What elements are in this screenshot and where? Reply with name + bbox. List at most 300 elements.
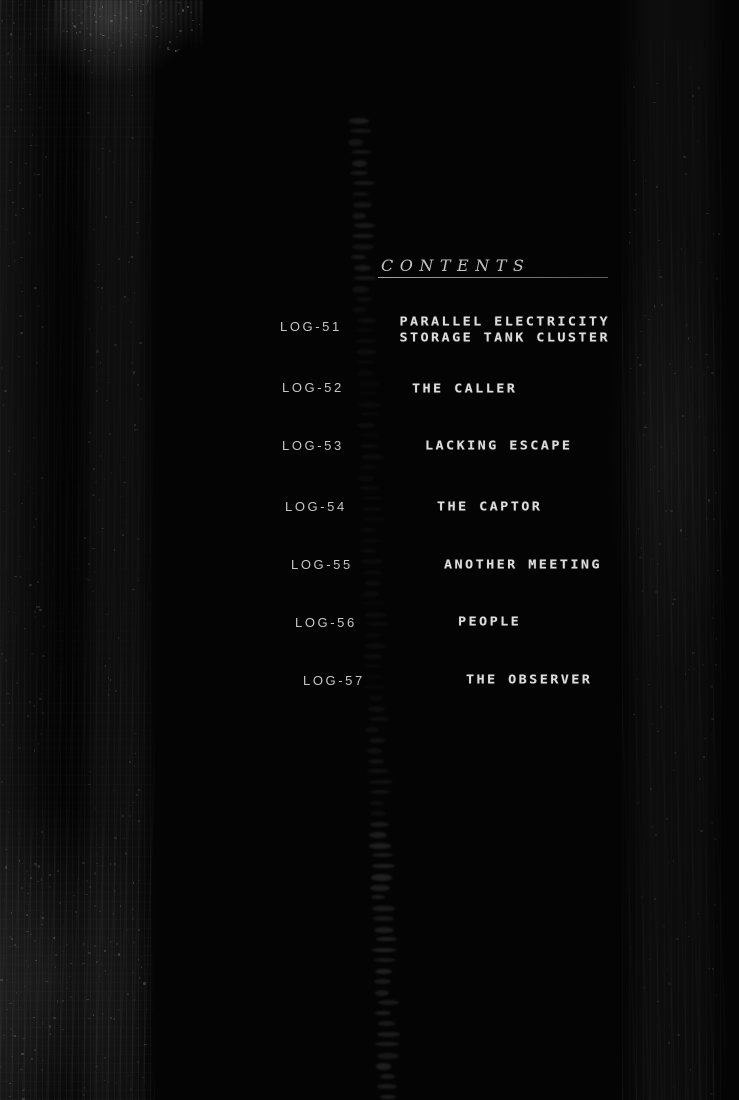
texture-speck — [712, 617, 713, 619]
texture-speck — [700, 830, 703, 832]
texture-speck — [112, 42, 114, 44]
texture-speck — [94, 571, 97, 573]
texture-speck — [167, 49, 170, 51]
texture-speck — [706, 213, 709, 214]
texture-speck — [12, 753, 15, 754]
spine-segment — [380, 1095, 395, 1099]
texture-speck — [99, 499, 100, 501]
spine-segment — [375, 969, 392, 974]
texture-speck — [104, 55, 105, 57]
texture-speck — [20, 332, 23, 334]
spine-segment — [356, 328, 374, 332]
texture-speck — [130, 41, 133, 43]
texture-speck — [86, 999, 89, 1001]
texture-speck — [23, 1088, 25, 1089]
texture-speck — [14, 130, 16, 133]
texture-speck — [696, 642, 699, 644]
texture-speck — [3, 404, 4, 406]
texture-speck — [59, 902, 61, 904]
texture-speck — [697, 913, 698, 914]
spine-segment — [369, 759, 385, 764]
texture-speck — [39, 609, 41, 610]
texture-speck — [12, 612, 15, 613]
texture-speck — [118, 12, 121, 14]
texture-speck — [136, 1028, 138, 1029]
texture-speck — [702, 664, 704, 666]
texture-speck — [84, 1087, 85, 1089]
texture-speck — [131, 256, 133, 258]
texture-speck — [99, 911, 101, 912]
texture-speck — [16, 682, 19, 684]
texture-speck — [655, 834, 657, 836]
texture-speck — [34, 863, 37, 865]
texture-speck — [9, 1003, 12, 1005]
texture-speck — [715, 492, 717, 495]
texture-speck — [97, 264, 100, 265]
texture-speck — [129, 761, 131, 763]
texture-speck — [3, 1034, 4, 1036]
spine-segment — [375, 990, 390, 996]
texture-speck — [715, 664, 717, 666]
spine-segment — [360, 538, 382, 543]
texture-speck — [120, 905, 122, 908]
texture-speck — [41, 917, 42, 919]
texture-speck — [4, 958, 6, 959]
texture-speck — [33, 1017, 35, 1018]
spine-segment — [350, 171, 369, 175]
texture-speck — [66, 944, 68, 945]
texture-speck — [66, 988, 68, 989]
texture-speck — [34, 287, 37, 289]
texture-speck — [629, 327, 630, 329]
texture-speck — [178, 49, 180, 51]
texture-speck — [652, 723, 653, 725]
texture-speck — [637, 802, 640, 804]
texture-speck — [717, 570, 719, 572]
contents-title: CONTENTS — [381, 256, 531, 275]
texture-speck — [105, 216, 107, 218]
texture-speck — [102, 6, 104, 8]
texture-speck — [149, 7, 150, 8]
texture-speck — [697, 140, 699, 142]
texture-speck — [0, 1066, 2, 1068]
texture-speck — [79, 31, 81, 33]
texture-speck — [716, 994, 717, 996]
log-number: LOG-53 — [282, 438, 344, 453]
texture-speck — [134, 733, 137, 734]
texture-speck — [57, 1000, 58, 1002]
texture-speck — [655, 591, 657, 593]
texture-speck — [101, 767, 103, 768]
texture-speck — [707, 190, 709, 191]
texture-speck — [108, 689, 110, 691]
texture-speck — [70, 996, 72, 998]
texture-speck — [670, 510, 673, 512]
texture-speck — [118, 953, 119, 955]
texture-speck — [683, 156, 686, 158]
texture-speck — [634, 209, 636, 211]
texture-speck — [639, 364, 642, 366]
left-grunge-texture — [0, 0, 155, 1100]
texture-speck — [637, 357, 639, 358]
texture-speck — [2, 62, 4, 63]
texture-speck — [115, 690, 117, 692]
texture-speck — [651, 825, 654, 827]
texture-speck — [47, 1084, 49, 1086]
texture-speck — [630, 947, 631, 948]
texture-speck — [133, 882, 134, 884]
texture-speck — [661, 1030, 664, 1031]
spine-segment — [352, 244, 375, 250]
texture-speck — [674, 752, 677, 754]
texture-speck — [109, 49, 110, 50]
texture-speck — [89, 886, 91, 888]
texture-speck — [711, 718, 714, 720]
spine-segment — [362, 591, 380, 597]
texture-speck — [42, 1060, 44, 1062]
texture-speck — [159, 2, 161, 4]
texture-speck — [716, 277, 718, 279]
texture-speck — [37, 606, 40, 608]
texture-speck — [138, 880, 140, 882]
texture-speck — [41, 831, 43, 833]
texture-speck — [20, 1007, 21, 1008]
texture-speck — [20, 281, 22, 283]
texture-speck — [656, 83, 658, 84]
texture-speck — [138, 170, 139, 172]
texture-speck — [110, 941, 112, 944]
texture-speck — [81, 50, 82, 52]
texture-speck — [28, 904, 30, 906]
spine-segment — [378, 1000, 400, 1005]
spine-segment — [371, 874, 392, 881]
texture-speck — [55, 954, 57, 956]
texture-speck — [133, 30, 136, 32]
texture-speck — [5, 849, 7, 851]
texture-speck — [125, 852, 127, 854]
spine-segment — [369, 843, 391, 850]
texture-speck — [118, 1009, 120, 1011]
texture-speck — [97, 287, 100, 288]
texture-speck — [89, 33, 91, 35]
texture-speck — [133, 371, 136, 374]
log-number: LOG-54 — [285, 499, 347, 514]
spine-segment — [356, 297, 372, 302]
texture-speck — [672, 603, 674, 605]
texture-speck — [676, 938, 679, 940]
texture-speck — [137, 1061, 139, 1062]
texture-speck — [635, 193, 637, 195]
texture-speck — [684, 580, 685, 582]
texture-speck — [127, 993, 129, 995]
texture-speck — [175, 50, 178, 53]
texture-speck — [37, 581, 39, 583]
texture-speck — [182, 9, 184, 12]
texture-speck — [5, 310, 7, 312]
texture-speck — [73, 25, 75, 27]
texture-speck — [703, 373, 705, 375]
texture-speck — [1, 653, 3, 655]
spine-segment — [367, 748, 382, 754]
texture-speck — [80, 22, 83, 24]
texture-speck — [193, 47, 194, 48]
texture-speck — [699, 778, 701, 780]
texture-speck — [90, 50, 92, 51]
texture-speck — [167, 47, 170, 49]
texture-speck — [131, 137, 134, 139]
texture-speck — [123, 457, 124, 458]
texture-speck — [34, 749, 35, 751]
texture-speck — [145, 35, 148, 36]
texture-speck — [704, 738, 706, 740]
texture-speck — [710, 1093, 713, 1095]
texture-speck — [5, 1061, 6, 1063]
spine-segment — [369, 780, 393, 785]
texture-speck — [694, 107, 695, 109]
spine-segment — [370, 790, 390, 794]
spine-segment — [357, 370, 374, 377]
texture-speck — [38, 865, 40, 867]
texture-speck — [8, 450, 11, 453]
texture-speck — [641, 547, 642, 549]
texture-speck — [643, 434, 645, 436]
texture-speck — [673, 769, 675, 771]
texture-speck — [95, 807, 96, 809]
log-number: LOG-51 — [280, 319, 342, 334]
texture-speck — [121, 43, 123, 45]
texture-speck — [81, 11, 84, 13]
texture-speck — [716, 638, 717, 640]
texture-speck — [640, 331, 641, 332]
texture-speck — [92, 591, 94, 592]
texture-speck — [704, 437, 706, 438]
texture-speck — [104, 1057, 106, 1059]
texture-speck — [178, 13, 179, 15]
spine-segment — [362, 570, 384, 576]
texture-speck — [11, 938, 14, 939]
texture-speck — [134, 292, 135, 294]
texture-speck — [94, 945, 96, 947]
texture-speck — [6, 693, 9, 694]
texture-speck — [673, 599, 676, 601]
texture-speck — [5, 659, 8, 662]
texture-speck — [102, 1013, 105, 1015]
chapter-title-line1: PARALLEL ELECTRICITY — [399, 314, 610, 330]
texture-speck — [641, 896, 643, 898]
texture-speck — [138, 959, 140, 961]
texture-speck — [116, 943, 118, 945]
texture-speck — [132, 589, 135, 591]
texture-speck — [8, 52, 11, 53]
texture-speck — [20, 257, 23, 259]
texture-speck — [14, 944, 16, 946]
texture-speck — [19, 556, 20, 557]
texture-speck — [192, 20, 194, 22]
texture-speck — [162, 18, 164, 20]
texture-speck — [633, 160, 635, 161]
texture-speck — [16, 992, 17, 994]
spine-segment — [348, 139, 363, 146]
texture-speck — [75, 911, 78, 913]
texture-speck — [665, 510, 667, 512]
texture-speck — [0, 979, 3, 981]
texture-speck — [72, 9, 75, 11]
texture-speck — [685, 673, 686, 675]
texture-speck — [110, 20, 113, 22]
texture-speck — [88, 563, 89, 565]
texture-speck — [41, 924, 42, 926]
texture-speck — [105, 614, 108, 615]
texture-speck — [698, 416, 701, 417]
texture-speck — [11, 1035, 14, 1036]
texture-speck — [118, 258, 120, 260]
texture-speck — [139, 977, 142, 979]
spine-segment — [364, 664, 381, 668]
texture-speck — [121, 496, 122, 498]
texture-speck — [668, 706, 669, 708]
texture-speck — [89, 33, 92, 35]
texture-speck — [171, 21, 173, 23]
texture-speck — [97, 379, 99, 381]
spine-segment — [350, 129, 372, 134]
texture-speck — [20, 4, 22, 6]
texture-speck — [96, 350, 99, 352]
texture-speck — [43, 626, 46, 627]
texture-speck — [113, 186, 114, 187]
texture-speck — [11, 1056, 13, 1057]
texture-speck — [641, 590, 644, 592]
texture-speck — [33, 526, 35, 527]
texture-speck — [8, 243, 9, 244]
chapter-title-line2: STORAGE TANK CLUSTER — [399, 329, 610, 345]
texture-speck — [86, 894, 89, 896]
texture-speck — [89, 432, 91, 434]
texture-speck — [88, 952, 90, 954]
texture-speck — [142, 1077, 144, 1078]
texture-speck — [708, 499, 710, 501]
texture-speck — [20, 1069, 23, 1071]
texture-speck — [99, 847, 102, 849]
heading-underline — [378, 277, 608, 278]
texture-speck — [113, 890, 116, 892]
texture-speck — [638, 528, 640, 530]
texture-speck — [648, 319, 651, 321]
texture-speck — [29, 94, 31, 95]
texture-speck — [30, 145, 32, 146]
texture-speck — [95, 481, 97, 483]
texture-speck — [682, 415, 684, 417]
texture-speck — [7, 106, 9, 107]
texture-speck — [34, 74, 37, 76]
texture-speck — [4, 899, 6, 900]
texture-speck — [658, 240, 660, 242]
texture-speck — [39, 1027, 42, 1029]
texture-speck — [28, 966, 29, 967]
spine-segment — [380, 1074, 395, 1080]
texture-speck — [38, 1098, 40, 1100]
texture-speck — [113, 52, 115, 54]
spine-segment — [356, 349, 377, 355]
texture-speck — [50, 1033, 51, 1035]
texture-speck — [89, 6, 91, 7]
texture-speck — [661, 304, 664, 306]
texture-speck — [49, 1025, 51, 1027]
texture-speck — [40, 733, 42, 735]
spine-segment — [362, 507, 382, 512]
texture-speck — [668, 862, 670, 864]
texture-speck — [84, 537, 86, 539]
texture-speck — [660, 270, 661, 271]
spine-segment — [363, 517, 385, 521]
texture-speck — [645, 425, 647, 427]
texture-speck — [37, 174, 40, 175]
texture-speck — [169, 41, 171, 43]
texture-speck — [137, 580, 139, 582]
texture-speck — [175, 50, 176, 52]
spine-segment — [359, 444, 378, 448]
texture-speck — [92, 494, 94, 496]
texture-speck — [3, 1038, 5, 1040]
spine-segment — [368, 696, 384, 701]
texture-speck — [104, 1080, 106, 1081]
texture-speck — [116, 953, 118, 956]
texture-speck — [718, 233, 720, 235]
texture-speck — [1, 781, 3, 783]
texture-speck — [35, 960, 37, 962]
texture-speck — [88, 1018, 90, 1019]
texture-speck — [101, 148, 104, 149]
texture-speck — [45, 981, 47, 983]
texture-speck — [9, 946, 12, 947]
texture-speck — [42, 1022, 43, 1024]
texture-speck — [92, 548, 94, 549]
texture-speck — [692, 95, 694, 97]
texture-speck — [689, 396, 690, 397]
spine-segment — [359, 486, 379, 491]
right-grunge-texture — [622, 40, 726, 1100]
texture-speck — [113, 161, 115, 163]
texture-speck — [93, 960, 95, 962]
texture-speck — [688, 936, 690, 937]
texture-speck — [22, 208, 24, 210]
texture-speck — [34, 173, 36, 175]
texture-speck — [91, 367, 93, 369]
log-number: LOG-57 — [303, 673, 365, 688]
texture-speck — [7, 642, 9, 643]
texture-speck — [141, 966, 142, 968]
texture-speck — [101, 308, 102, 309]
texture-speck — [34, 611, 36, 613]
chapter-title — [399, 314, 610, 345]
texture-speck — [114, 367, 115, 368]
spine-segment — [378, 1021, 395, 1026]
texture-speck — [86, 28, 88, 29]
texture-speck — [680, 529, 683, 531]
texture-speck — [101, 528, 103, 529]
texture-speck — [5, 1081, 6, 1082]
texture-speck — [8, 611, 9, 613]
spine-segment — [356, 360, 375, 364]
spine-segment — [367, 769, 390, 773]
texture-speck — [134, 765, 136, 767]
texture-speck — [44, 29, 47, 30]
texture-speck — [26, 64, 27, 66]
texture-speck — [84, 49, 86, 50]
chapter-title: THE CALLER — [412, 381, 518, 397]
texture-speck — [83, 943, 85, 945]
texture-speck — [137, 384, 139, 386]
spine-segment — [360, 559, 383, 564]
